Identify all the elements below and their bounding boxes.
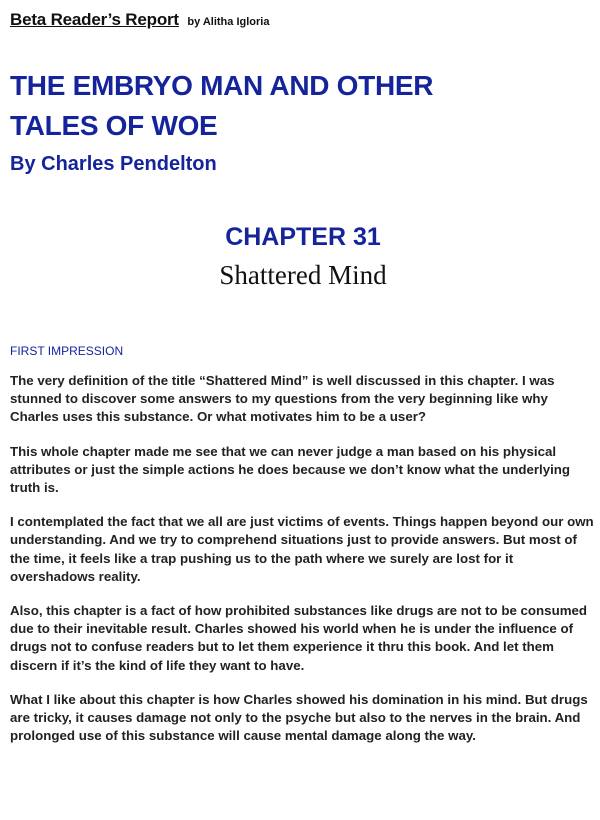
book-author: By Charles Pendelton [10,153,217,175]
paragraph: The very definition of the title “Shattered Mind” is well discussed in this chapter. I was stunned to discover some answers to my questions from the very beginning like why Charles uses this substance. Or what motivates him to be a user? [10,373,555,425]
paragraph: I contemplated the fact that we all are just victims of events. Things happen beyond our own understanding. And we try to comprehend situations just to provide answers. But most of the time, it feels like a trap pushing us to the path where we surely are lost for it overshadows reality. [10,514,594,584]
paragraph: This whole chapter made me see that we can never judge a man based on his physical attributes or just the simple actions he does because we don’t know what the underlying truth is. [10,443,571,496]
chapter-number: CHAPTER 31 [225,223,381,251]
report-title: Beta Reader’s Report [10,10,179,29]
report-author: by Alitha Igloria [187,16,270,28]
paragraph: What I like about this chapter is how Charles showed his domination in his mind. But drugs are tricky, it causes damage not only to the psyche but also to the nerves in the brain. And prolonged use of this substance will cause mental damage along the way. [10,691,588,744]
book-title: THE EMBRYO MAN AND OTHER TALES OF WOE [10,70,434,141]
chapter-name: Shattered Mind [219,260,387,290]
body-text [10,372,598,761]
section-heading: FIRST IMPRESSION [10,344,124,358]
paragraph: Also, this chapter is a fact of how prohibited substances like drugs are not to be consumed due to their inevitable result. Charles showed his world when he is under the influence of drugs not to confuse readers but to let them experience it thru this book. And let them discern if it’s the kind of life they want to have. [10,603,588,673]
report-header [10,10,269,30]
